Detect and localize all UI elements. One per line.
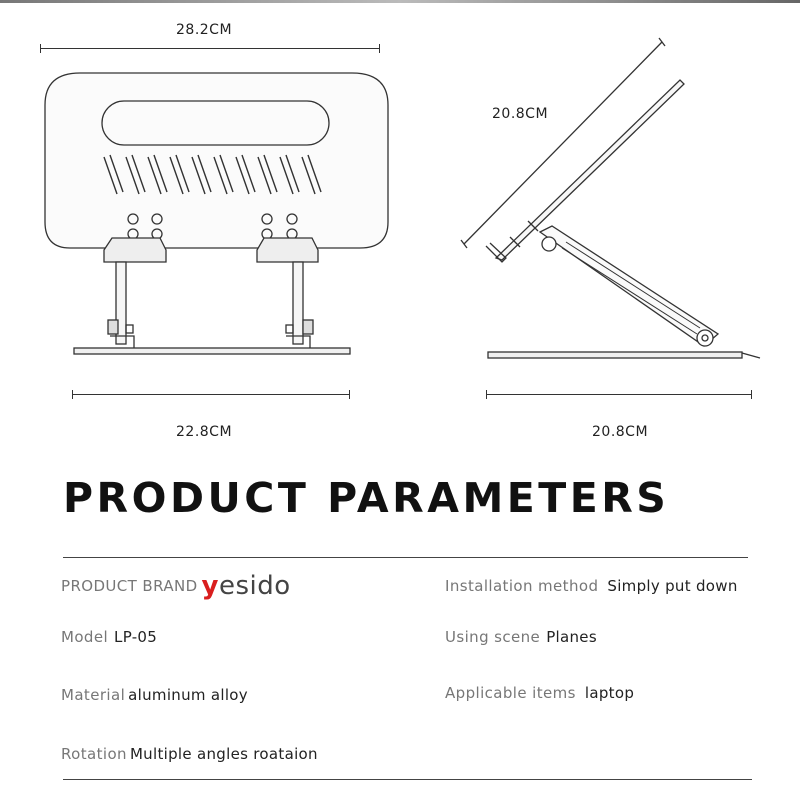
dim-base-width-label: 22.8CM bbox=[176, 424, 233, 440]
param-scene-value: Planes bbox=[546, 628, 597, 646]
section-title: PRODUCT PARAMETERS bbox=[63, 474, 670, 522]
param-brand bbox=[61, 572, 291, 600]
param-rotation bbox=[61, 743, 318, 765]
param-rotation-label: Rotation bbox=[61, 745, 127, 763]
brand-logo-rest: esido bbox=[219, 571, 291, 601]
param-model-label: Model bbox=[61, 628, 109, 646]
param-model bbox=[61, 626, 157, 648]
param-installation bbox=[445, 575, 738, 597]
brand-logo bbox=[202, 571, 291, 601]
param-installation-value: Simply put down bbox=[607, 577, 738, 595]
param-brand-label: PRODUCT BRAND bbox=[61, 577, 198, 595]
param-items bbox=[445, 682, 634, 704]
param-material bbox=[61, 684, 248, 706]
param-rotation-value: Multiple angles roataion bbox=[129, 745, 318, 763]
dim-top-width-label: 28.2CM bbox=[176, 22, 233, 38]
dim-base-depth-line bbox=[486, 394, 752, 395]
brand-logo-text bbox=[202, 571, 291, 601]
bottom-divider bbox=[63, 779, 752, 780]
param-installation-label: Installation method bbox=[445, 577, 599, 595]
param-scene bbox=[445, 626, 597, 648]
top-divider bbox=[63, 557, 748, 558]
param-items-label: Applicable items bbox=[445, 684, 576, 702]
param-material-value: aluminum alloy bbox=[128, 686, 248, 704]
param-scene-label: Using scene bbox=[445, 628, 541, 646]
param-items-value: laptop bbox=[584, 684, 635, 702]
param-model-value: LP-05 bbox=[114, 628, 158, 646]
dim-base-depth-label: 20.8CM bbox=[592, 424, 649, 440]
dim-arm-length-label: 20.8CM bbox=[492, 106, 549, 122]
brand-logo-accent-letter: y bbox=[201, 571, 219, 601]
param-material-label: Material bbox=[61, 686, 126, 704]
